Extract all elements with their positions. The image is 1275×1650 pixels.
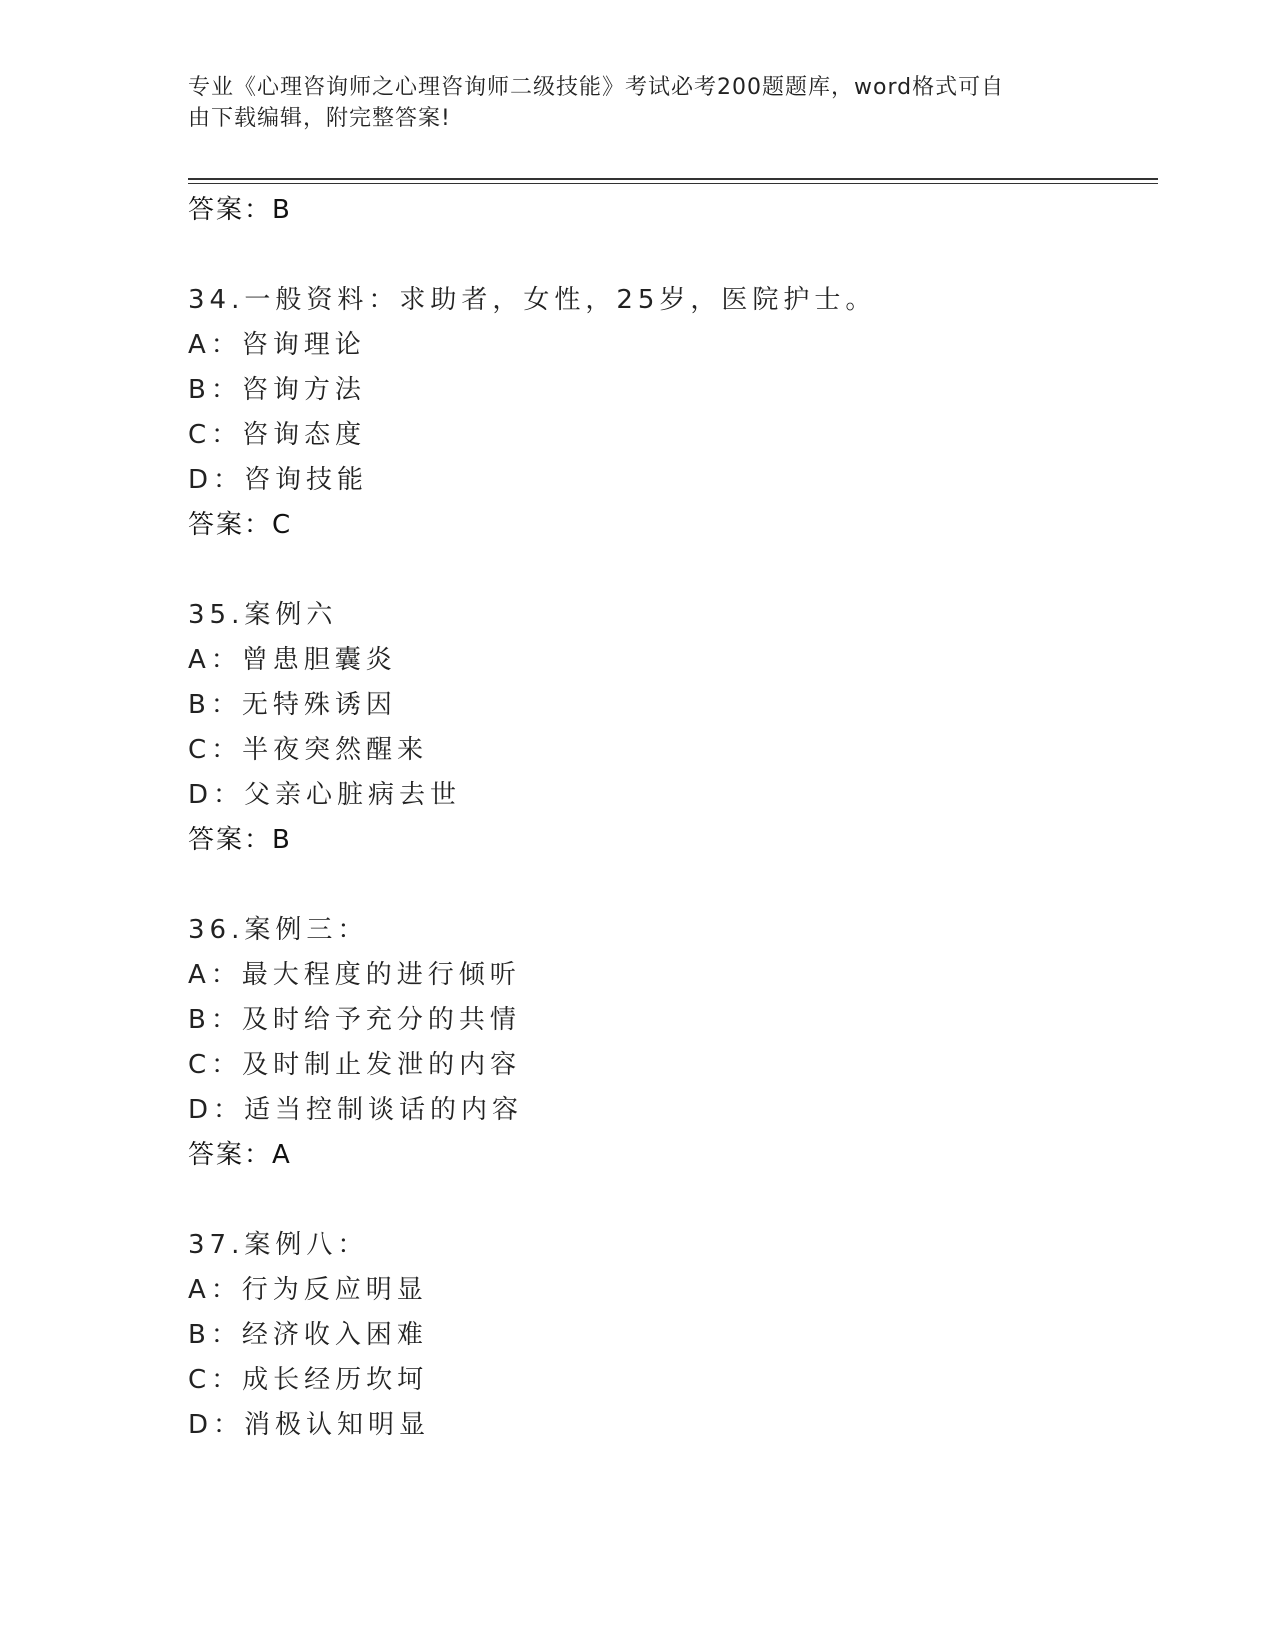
question-option: D：消极认知明显 — [188, 1410, 431, 1440]
header-line-2: 由下载编辑，附完整答案! — [188, 106, 451, 131]
answer-line: 答案：C — [188, 510, 293, 540]
question-option: C：半夜突然醒来 — [188, 735, 429, 765]
question-option: B：及时给予充分的共情 — [188, 1005, 521, 1035]
question-stem: 36.案例三： — [188, 915, 369, 945]
question-option: C：成长经历坎坷 — [188, 1365, 429, 1395]
answer-line: 答案：B — [188, 195, 292, 225]
question-option: A：曾患胆囊炎 — [188, 645, 397, 675]
question-option: A：最大程度的进行倾听 — [188, 960, 521, 990]
question-stem: 34.一般资料：求助者，女性，25岁，医院护士。 — [188, 285, 877, 315]
question-option: D：适当控制谈话的内容 — [188, 1095, 524, 1125]
question-option: A：咨询理论 — [188, 330, 366, 360]
question-option: B：咨询方法 — [188, 375, 366, 405]
header-divider-thin — [188, 183, 1158, 184]
answer-line: 答案：A — [188, 1140, 292, 1170]
question-option: D：咨询技能 — [188, 465, 369, 495]
question-stem: 35.案例六 — [188, 600, 338, 630]
document-header — [188, 72, 1068, 134]
question-option: A：行为反应明显 — [188, 1275, 428, 1305]
question-option: C：及时制止发泄的内容 — [188, 1050, 522, 1080]
question-option: B：经济收入困难 — [188, 1320, 428, 1350]
question-option: C：咨询态度 — [188, 420, 367, 450]
header-line-1: 专业《心理咨询师之心理咨询师二级技能》考试必考200题题库，word格式可自 — [188, 75, 1005, 100]
header-divider — [188, 178, 1158, 180]
answer-line: 答案：B — [188, 825, 292, 855]
question-option: D：父亲心脏病去世 — [188, 780, 462, 810]
question-stem: 37.案例八： — [188, 1230, 369, 1260]
question-option: B：无特殊诱因 — [188, 690, 397, 720]
